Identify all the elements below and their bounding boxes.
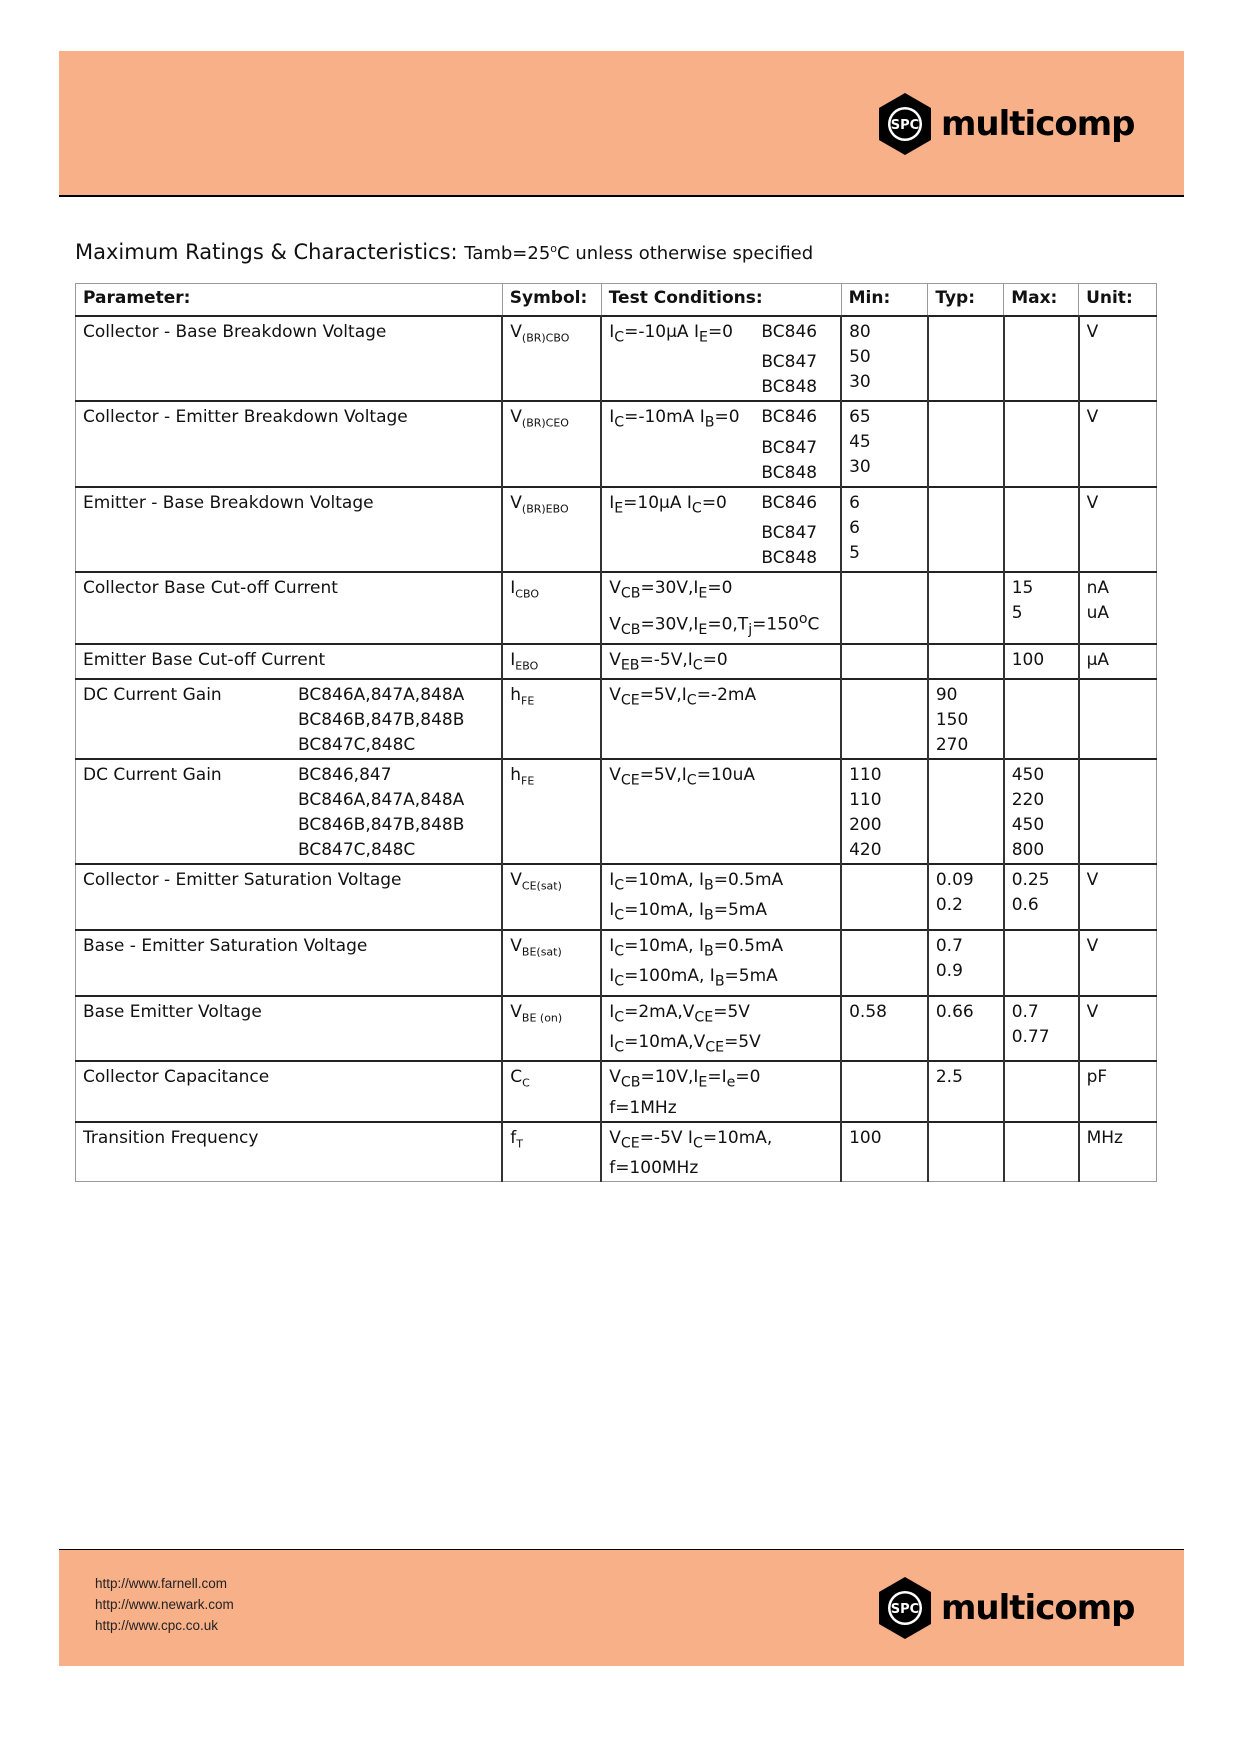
header-test-conditions: Test Conditions: — [601, 284, 841, 317]
unit-cell: V — [1079, 996, 1157, 1062]
min-cell: 65 45 30 — [841, 401, 928, 486]
table-row — [76, 864, 1157, 930]
symbol-cell: $h_{FE}$ — [502, 759, 601, 864]
header-logo — [877, 91, 1134, 157]
footer-links — [95, 1573, 234, 1636]
max-cell: 0.25 0.6 — [1004, 864, 1079, 930]
unit-cell: V — [1079, 401, 1157, 486]
conditions-cell: $V_{CE}=5V,I_C=-2mA$ — [601, 679, 841, 759]
parameter-cell: Collector Base Cut-off Current — [76, 572, 503, 643]
table-row — [76, 1061, 1157, 1121]
min-cell — [841, 864, 928, 930]
typ-cell: 0.66 — [928, 996, 1004, 1062]
table-row — [76, 487, 1157, 572]
min-cell: 6 6 5 — [841, 487, 928, 572]
symbol-cell: $V_{(BR)CBO}$ — [502, 316, 601, 401]
spc-hexagon-icon — [877, 91, 933, 157]
typ-cell: 0.09 0.2 — [928, 864, 1004, 930]
footer-link-farnell[interactable]: http://www.farnell.com — [95, 1576, 228, 1591]
typ-cell: 0.7 0.9 — [928, 930, 1004, 996]
min-cell: 80 50 30 — [841, 316, 928, 401]
max-cell — [1004, 401, 1079, 486]
conditions-cell: $I_C=2mA,V_{CE}=5V$ $I_C=10mA,V_{CE}=5V$ — [601, 996, 841, 1062]
table-row — [76, 996, 1157, 1062]
footer-logo — [877, 1575, 1134, 1641]
typ-cell — [928, 644, 1004, 679]
min-cell — [841, 1061, 928, 1121]
typ-cell: 2.5 — [928, 1061, 1004, 1121]
symbol-cell: $I_{CBO}$ — [502, 572, 601, 643]
table-row — [76, 679, 1157, 759]
typ-cell — [928, 759, 1004, 864]
min-cell: 110 110 200 420 — [841, 759, 928, 864]
conditions-cell: $I_C=-10\mu A$ $I_E=0$ BC846 BC847 BC848 — [601, 316, 841, 401]
max-cell — [1004, 316, 1079, 401]
header-max: Max: — [1004, 284, 1079, 317]
typ-cell — [928, 1122, 1004, 1182]
header-min: Min: — [841, 284, 928, 317]
conditions-cell: $V_{CB}=10V,I_E=I_e=0$ f=1MHz — [601, 1061, 841, 1121]
spc-hexagon-icon — [877, 1575, 933, 1641]
typ-cell — [928, 487, 1004, 572]
section-condition: $Tamb=25^oC$ unless otherwise specified — [464, 242, 814, 264]
unit-cell: pF — [1079, 1061, 1157, 1121]
parameter-cell: Collector - Emitter Saturation Voltage — [76, 864, 503, 930]
symbol-cell: $I_{EBO}$ — [502, 644, 601, 679]
table-row — [76, 1122, 1157, 1182]
header-symbol: Symbol: — [502, 284, 601, 317]
unit-cell: µA — [1079, 644, 1157, 679]
spc-badge-text: SPC — [890, 1602, 920, 1617]
unit-cell: V — [1079, 930, 1157, 996]
ratings-table — [75, 283, 1157, 1182]
conditions-cell: $I_E=10\mu A$ $I_C=0$ BC846 BC847 BC848 — [601, 487, 841, 572]
parameter-cell: DC Current Gain BC846,847 BC846A,847A,848A BC846B,847B,848B BC847C,848C — [76, 759, 503, 864]
header-typ: Typ: — [928, 284, 1004, 317]
unit-cell: V — [1079, 864, 1157, 930]
conditions-cell: $V_{CE}=5V,I_C=10uA$ — [601, 759, 841, 864]
unit-cell: MHz — [1079, 1122, 1157, 1182]
min-cell — [841, 644, 928, 679]
unit-cell — [1079, 679, 1157, 759]
parameter-cell: Emitter - Base Breakdown Voltage — [76, 487, 503, 572]
table-row — [76, 759, 1157, 864]
min-cell — [841, 679, 928, 759]
symbol-cell: $V_{(BR)CEO}$ — [502, 401, 601, 486]
table-row — [76, 401, 1157, 486]
max-cell: 450 220 450 800 — [1004, 759, 1079, 864]
symbol-cell: $C_C$ — [502, 1061, 601, 1121]
typ-cell — [928, 401, 1004, 486]
conditions-cell: $V_{CB}=30V,I_E=0$ $V_{CB}=30V,I_E=0,T_j=150^oC$ — [601, 572, 841, 643]
section-title — [75, 240, 813, 264]
spc-badge-text: SPC — [890, 118, 920, 133]
max-cell: 100 — [1004, 644, 1079, 679]
typ-cell: 90 150 270 — [928, 679, 1004, 759]
conditions-cell: $I_C=10mA$, $I_B=0.5mA$ $I_C=10mA$, $I_B=5mA$ — [601, 864, 841, 930]
min-cell: 0.58 — [841, 996, 928, 1062]
brand-name: multicomp — [941, 1588, 1135, 1628]
parameter-cell: Collector - Base Breakdown Voltage — [76, 316, 503, 401]
parameter-cell: Base - Emitter Saturation Voltage — [76, 930, 503, 996]
max-cell — [1004, 1122, 1079, 1182]
conditions-cell: $I_C=-10mA$ $I_B=0$ BC846 BC847 BC848 — [601, 401, 841, 486]
symbol-cell: $V_{BE(sat)}$ — [502, 930, 601, 996]
conditions-cell: $V_{CE}=-5V$ $I_C=10mA$, f=100MHz — [601, 1122, 841, 1182]
symbol-cell: $f_T$ — [502, 1122, 601, 1182]
max-cell — [1004, 930, 1079, 996]
max-cell: 0.7 0.77 — [1004, 996, 1079, 1062]
min-cell — [841, 930, 928, 996]
table-row — [76, 316, 1157, 401]
parameter-cell: Emitter Base Cut-off Current — [76, 644, 503, 679]
unit-cell: nA uA — [1079, 572, 1157, 643]
parameter-cell: DC Current Gain BC846A,847A,848A BC846B,847B,848B BC847C,848C — [76, 679, 503, 759]
symbol-cell: $V_{BE (on)}$ — [502, 996, 601, 1062]
parameter-cell: Base Emitter Voltage — [76, 996, 503, 1062]
parameter-cell: Transition Frequency — [76, 1122, 503, 1182]
parameter-cell: Collector - Emitter Breakdown Voltage — [76, 401, 503, 486]
section-title-main: Maximum Ratings & Characteristics: — [75, 240, 458, 264]
min-cell — [841, 572, 928, 643]
unit-cell — [1079, 759, 1157, 864]
typ-cell — [928, 316, 1004, 401]
unit-cell: V — [1079, 316, 1157, 401]
symbol-cell: $V_{CE(sat)}$ — [502, 864, 601, 930]
typ-cell — [928, 572, 1004, 643]
header-parameter: Parameter: — [76, 284, 503, 317]
max-cell — [1004, 487, 1079, 572]
max-cell — [1004, 1061, 1079, 1121]
brand-name: multicomp — [941, 104, 1135, 144]
header-unit: Unit: — [1079, 284, 1157, 317]
unit-cell: V — [1079, 487, 1157, 572]
table-row — [76, 572, 1157, 643]
footer-link-cpc[interactable]: http://www.cpc.co.uk — [95, 1618, 219, 1633]
table-row — [76, 930, 1157, 996]
symbol-cell: $V_{(BR)EBO}$ — [502, 487, 601, 572]
max-cell — [1004, 679, 1079, 759]
table-header-row — [76, 284, 1157, 317]
symbol-cell: $h_{FE}$ — [502, 679, 601, 759]
conditions-cell: $V_{EB}=-5V,I_C=0$ — [601, 644, 841, 679]
table-row — [76, 644, 1157, 679]
min-cell: 100 — [841, 1122, 928, 1182]
conditions-cell: $I_C=10mA$, $I_B=0.5mA$ $I_C=100mA$, $I_B=5mA$ — [601, 930, 841, 996]
max-cell: 15 5 — [1004, 572, 1079, 643]
parameter-cell: Collector Capacitance — [76, 1061, 503, 1121]
footer-link-newark[interactable]: http://www.newark.com — [95, 1597, 234, 1612]
